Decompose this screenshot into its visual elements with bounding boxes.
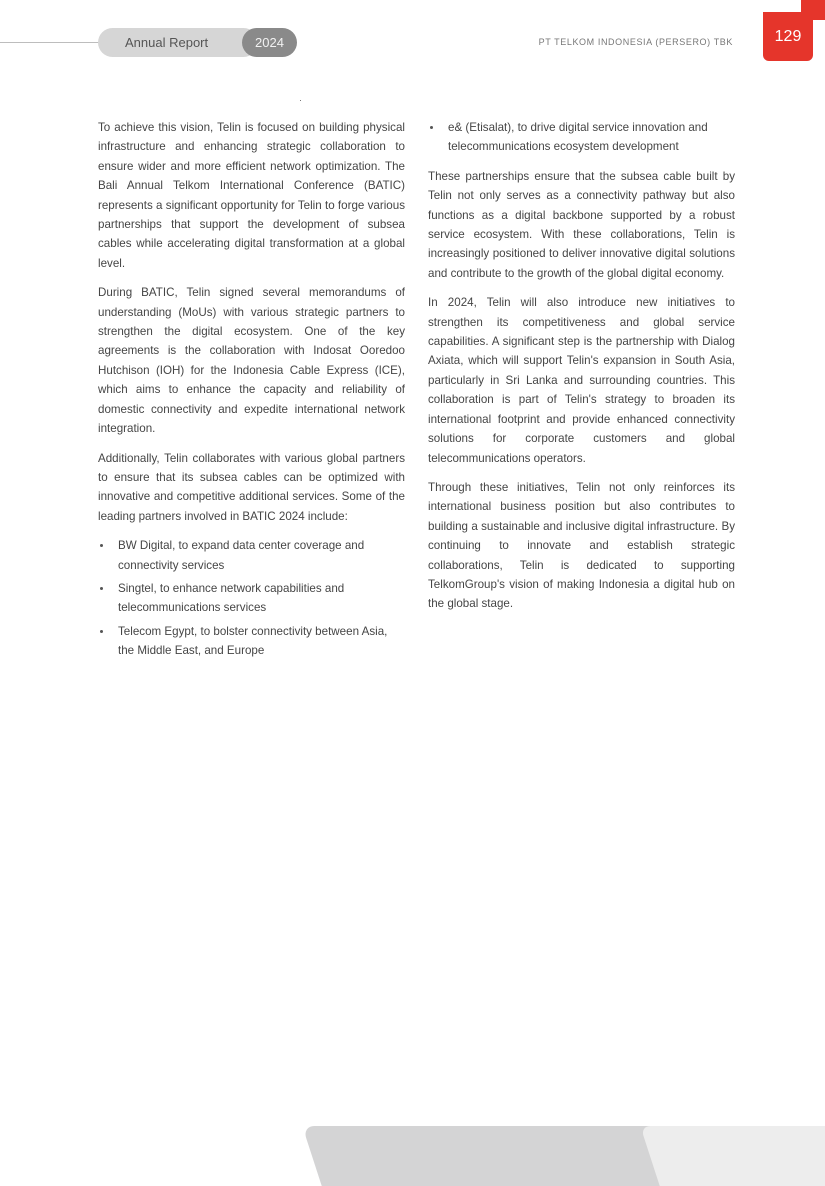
report-year-pill: 2024 xyxy=(242,28,297,57)
right-paragraph-1: These partnerships ensure that the subsea cable built by Telin not only serves as a connectivity pathway but also functions as a digital backbone supported by a robust service ecosystem. With these collaborations, Telin is increasingly positioned to deliver innovative digital solutions and contribute to the growth of the global digital economy. xyxy=(428,169,735,280)
partner-list-left xyxy=(98,536,405,660)
left-paragraph-2: During BATIC, Telin signed several memorandums of understanding (MoUs) with various strategic partners to strengthen the digital ecosystem. One of the key agreements is the collaboration with Indosat Ooredoo Hutchison (IOH) for the Indonesia Cable Express (ICE), which aims to enhance the capacity and reliability of domestic connectivity and expedite international network integration. xyxy=(98,286,405,436)
report-label-pill: Annual Report xyxy=(98,28,258,57)
page-number: 129 xyxy=(763,12,813,61)
right-paragraph-2: In 2024, Telin will also introduce new initiatives to strengthen its competitiveness and global service capabilities. A significant step is the partnership with Dialog Axiata, which will support Telin's expansion in South Asia, particularly in Sri Lanka and surrounding countries. This collaboration is part of Telin's strategy to broaden its international footprint and provide enhanced connectivity solutions for corporate customers and global telecommunications operators. xyxy=(428,296,735,465)
right-column xyxy=(428,118,735,624)
left-column xyxy=(98,118,405,671)
stray-dot xyxy=(300,100,301,101)
header-rule xyxy=(0,42,110,43)
partner-item-telecom-egypt: Telecom Egypt, to bolster connectivity between Asia, the Middle East, and Europe xyxy=(98,622,405,661)
partner-item-bw-digital: BW Digital, to expand data center coverage and connectivity services xyxy=(98,536,405,575)
footer-band-light xyxy=(640,1126,825,1186)
right-paragraph-3: Through these initiatives, Telin not only reinforces its international business position but also contributes to building a sustainable and inclusive digital infrastructure. By continuing to innovate and establish strategic collaborations, Telin is dedicated to supporting TelkomGroup's vision of making Indonesia a digital hub on the global stage. xyxy=(428,480,735,611)
company-name: PT TELKOM INDONESIA (PERSERO) TBK xyxy=(538,37,733,47)
partner-item-etisalat: e& (Etisalat), to drive digital service innovation and telecommunications ecosystem development xyxy=(428,118,735,157)
partner-list-right xyxy=(428,118,735,157)
partner-item-singtel: Singtel, to enhance network capabilities and telecommunications services xyxy=(98,579,405,618)
left-paragraph-1: To achieve this vision, Telin is focused on building physical infrastructure and enhancing strategic collaboration to ensure wider and more efficient network optimization. The Bali Annual Telkom International Conference (BATIC) represents a significant opportunity for Telin to forge various partnerships that support the development of subsea cables while accelerating digital transformation at a global level. xyxy=(98,121,405,270)
left-paragraph-3: Additionally, Telin collaborates with various global partners to ensure that its subsea cables can be optimized with innovative and competitive additional services. Some of the leading partners involved in BATIC 2024 include: xyxy=(98,451,405,523)
